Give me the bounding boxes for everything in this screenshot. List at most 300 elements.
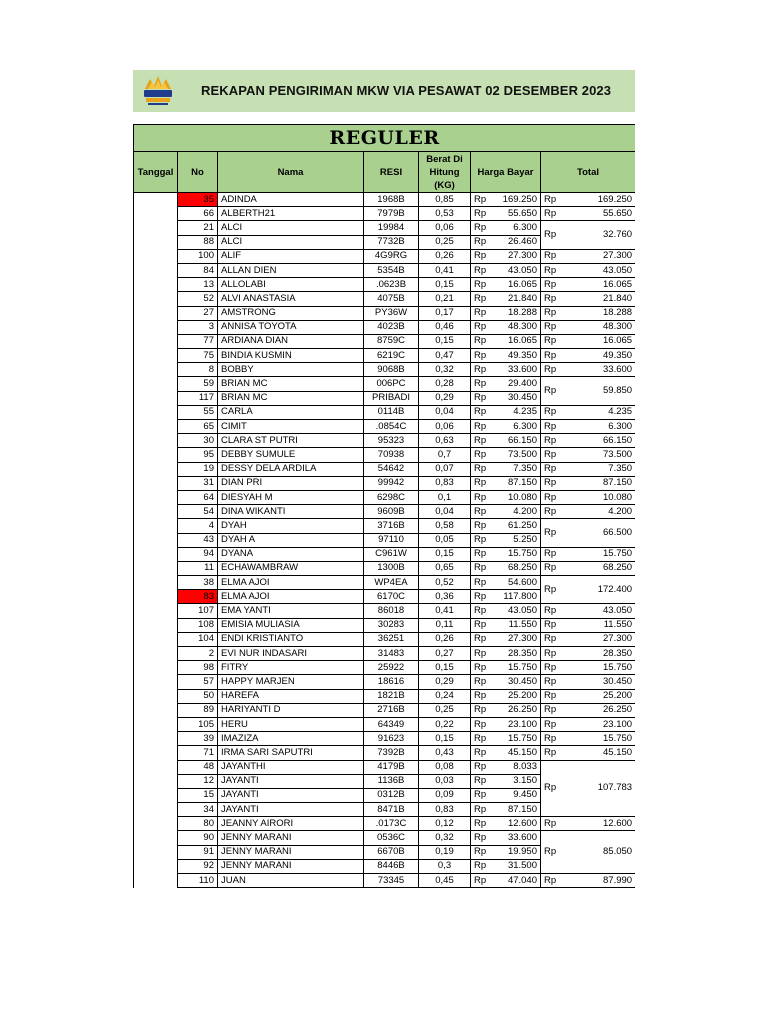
cell-berat: 0,41 <box>419 263 471 277</box>
cell-harga: 19.950 <box>488 845 541 859</box>
cell-berat: 0,22 <box>419 717 471 731</box>
cell-nama: ARDIANA DIAN <box>218 334 364 348</box>
table-row <box>134 874 636 888</box>
table-row <box>134 334 636 348</box>
cell-harga: 11.550 <box>488 618 541 632</box>
cell-no: 4 <box>178 519 218 533</box>
cell-harga: 6.300 <box>488 221 541 235</box>
table-row <box>134 306 636 320</box>
cell-tanggal <box>134 476 178 490</box>
cell-total-currency: Rp <box>541 249 558 263</box>
cell-total: 48.300 <box>558 320 636 334</box>
cell-harga-currency: Rp <box>471 434 488 448</box>
cell-nama: IRMA SARI SAPUTRI <box>218 746 364 760</box>
cell-no: 88 <box>178 235 218 249</box>
cell-tanggal <box>134 647 178 661</box>
cell-berat: 0,25 <box>419 703 471 717</box>
cell-harga-currency: Rp <box>471 831 488 845</box>
cell-total: 32.760 <box>558 221 636 249</box>
cell-harga-currency: Rp <box>471 703 488 717</box>
cell-total-currency: Rp <box>541 831 558 874</box>
cell-total: 16.065 <box>558 334 636 348</box>
cell-nama: IMAZIZA <box>218 732 364 746</box>
cell-harga: 73.500 <box>488 448 541 462</box>
cell-tanggal <box>134 320 178 334</box>
cell-no: 100 <box>178 249 218 263</box>
col-no: No <box>178 152 218 193</box>
cell-berat: 0,29 <box>419 675 471 689</box>
cell-resi: 64349 <box>364 717 419 731</box>
col-nama: Nama <box>218 152 364 193</box>
cell-harga: 43.050 <box>488 263 541 277</box>
cell-total: 15.750 <box>558 661 636 675</box>
cell-tanggal <box>134 803 178 817</box>
cell-harga-currency: Rp <box>471 377 488 391</box>
cell-total-currency: Rp <box>541 320 558 334</box>
cell-resi: 8759C <box>364 334 419 348</box>
cell-harga: 4.235 <box>488 405 541 419</box>
cell-resi: 9609B <box>364 505 419 519</box>
cell-resi: 5354B <box>364 263 419 277</box>
cell-berat: 0,25 <box>419 235 471 249</box>
cell-nama: JENNY MARANI <box>218 831 364 845</box>
cell-resi: .0173C <box>364 817 419 831</box>
table-row <box>134 647 636 661</box>
cell-total: 11.550 <box>558 618 636 632</box>
table-row <box>134 490 636 504</box>
cell-nama: CLARA ST PUTRI <box>218 434 364 448</box>
cell-resi: 31483 <box>364 647 419 661</box>
cell-nama: JAYANTHI <box>218 760 364 774</box>
cell-harga-currency: Rp <box>471 533 488 547</box>
table-row <box>134 505 636 519</box>
cell-berat: 0,47 <box>419 349 471 363</box>
cell-nama: ECHAWAMBRAW <box>218 561 364 575</box>
cell-tanggal <box>134 434 178 448</box>
cell-no: 27 <box>178 306 218 320</box>
col-resi: RESI <box>364 152 419 193</box>
cell-tanggal <box>134 576 178 590</box>
cell-berat: 0,15 <box>419 547 471 561</box>
cell-total: 25.200 <box>558 689 636 703</box>
cell-harga-currency: Rp <box>471 774 488 788</box>
cell-tanggal <box>134 632 178 646</box>
cell-total-currency: Rp <box>541 334 558 348</box>
cell-harga: 87.150 <box>488 476 541 490</box>
cell-total-currency: Rp <box>541 717 558 731</box>
cell-harga: 54.600 <box>488 576 541 590</box>
cell-harga: 6.300 <box>488 420 541 434</box>
cell-harga-currency: Rp <box>471 746 488 760</box>
cell-tanggal <box>134 547 178 561</box>
cell-berat: 0,17 <box>419 306 471 320</box>
cell-tanggal <box>134 334 178 348</box>
cell-harga-currency: Rp <box>471 221 488 235</box>
cell-tanggal <box>134 420 178 434</box>
cell-harga-currency: Rp <box>471 661 488 675</box>
cell-no: 52 <box>178 292 218 306</box>
cell-resi: 19984 <box>364 221 419 235</box>
cell-no: 104 <box>178 632 218 646</box>
cell-harga: 16.065 <box>488 334 541 348</box>
column-header-row <box>134 152 636 193</box>
cell-berat: 0,32 <box>419 831 471 845</box>
cell-nama: JAYANTI <box>218 788 364 802</box>
cell-total-currency: Rp <box>541 519 558 547</box>
cell-total-currency: Rp <box>541 207 558 221</box>
cell-nama: JAYANTI <box>218 803 364 817</box>
cell-nama: DESSY DELA ARDILA <box>218 462 364 476</box>
cell-tanggal <box>134 703 178 717</box>
table-row <box>134 675 636 689</box>
cell-nama: ALVI ANASTASIA <box>218 292 364 306</box>
table-row <box>134 320 636 334</box>
cell-total-currency: Rp <box>541 732 558 746</box>
cell-nama: BRIAN MC <box>218 377 364 391</box>
cell-harga: 3.150 <box>488 774 541 788</box>
cell-harga-currency: Rp <box>471 717 488 731</box>
cell-resi: 6170C <box>364 590 419 604</box>
cell-harga-currency: Rp <box>471 249 488 263</box>
cell-tanggal <box>134 845 178 859</box>
cell-nama: JENNY MARANI <box>218 859 364 873</box>
cell-total: 23.100 <box>558 717 636 731</box>
cell-no: 94 <box>178 547 218 561</box>
cell-harga-currency: Rp <box>471 292 488 306</box>
cell-harga: 66.150 <box>488 434 541 448</box>
cell-harga-currency: Rp <box>471 874 488 888</box>
cell-harga-currency: Rp <box>471 817 488 831</box>
cell-resi: 8446B <box>364 859 419 873</box>
cell-total-currency: Rp <box>541 661 558 675</box>
cell-resi: 4023B <box>364 320 419 334</box>
cell-nama: ALIF <box>218 249 364 263</box>
col-tanggal: Tanggal <box>134 152 178 193</box>
cell-nama: JUAN <box>218 874 364 888</box>
cell-harga: 30.450 <box>488 391 541 405</box>
cell-tanggal <box>134 817 178 831</box>
cell-berat: 0,15 <box>419 278 471 292</box>
cell-berat: 0,15 <box>419 661 471 675</box>
cell-no: 110 <box>178 874 218 888</box>
cell-nama: HAPPY MARJEN <box>218 675 364 689</box>
cell-harga: 31.500 <box>488 859 541 873</box>
cell-total: 15.750 <box>558 732 636 746</box>
table-row <box>134 547 636 561</box>
table-row <box>134 717 636 731</box>
cell-nama: ALBERTH21 <box>218 207 364 221</box>
cell-berat: 0,27 <box>419 647 471 661</box>
cell-tanggal <box>134 661 178 675</box>
cell-total-currency: Rp <box>541 618 558 632</box>
table-row <box>134 278 636 292</box>
table-row <box>134 689 636 703</box>
cell-no: 39 <box>178 732 218 746</box>
cell-total-currency: Rp <box>541 405 558 419</box>
cell-tanggal <box>134 462 178 476</box>
cell-nama: HERU <box>218 717 364 731</box>
cell-nama: EVI NUR INDASARI <box>218 647 364 661</box>
cell-nama: DIESYAH M <box>218 490 364 504</box>
cell-berat: 0,21 <box>419 292 471 306</box>
cell-harga: 117.800 <box>488 590 541 604</box>
cell-total: 169.250 <box>558 193 636 207</box>
cell-nama: AMSTRONG <box>218 306 364 320</box>
cell-resi: 1968B <box>364 193 419 207</box>
cell-harga-currency: Rp <box>471 420 488 434</box>
cell-total: 66.500 <box>558 519 636 547</box>
table-row <box>134 405 636 419</box>
cell-harga-currency: Rp <box>471 320 488 334</box>
cell-total-currency: Rp <box>541 278 558 292</box>
cell-tanggal <box>134 263 178 277</box>
cell-resi: 30283 <box>364 618 419 632</box>
cell-berat: 0,04 <box>419 405 471 419</box>
cell-total: 6.300 <box>558 420 636 434</box>
cell-total: 45.150 <box>558 746 636 760</box>
cell-resi: 95323 <box>364 434 419 448</box>
cell-harga-currency: Rp <box>471 505 488 519</box>
cell-resi: 86018 <box>364 604 419 618</box>
cell-harga: 15.750 <box>488 661 541 675</box>
cell-harga-currency: Rp <box>471 788 488 802</box>
cell-total: 87.990 <box>558 874 636 888</box>
cell-harga: 15.750 <box>488 547 541 561</box>
cell-no: 19 <box>178 462 218 476</box>
cell-harga: 27.300 <box>488 249 541 263</box>
cell-resi: 70938 <box>364 448 419 462</box>
cell-total-currency: Rp <box>541 363 558 377</box>
header-banner <box>133 70 635 112</box>
cell-resi: 1136B <box>364 774 419 788</box>
cell-berat: 0,45 <box>419 874 471 888</box>
cell-harga-currency: Rp <box>471 476 488 490</box>
table-row <box>134 604 636 618</box>
table-row <box>134 349 636 363</box>
cell-tanggal <box>134 207 178 221</box>
cell-harga: 68.250 <box>488 561 541 575</box>
cell-total-currency: Rp <box>541 476 558 490</box>
cell-no: 64 <box>178 490 218 504</box>
cell-tanggal <box>134 561 178 575</box>
cell-berat: 0,08 <box>419 760 471 774</box>
cell-resi: PY36W <box>364 306 419 320</box>
cell-resi: 1300B <box>364 561 419 575</box>
cell-total: 15.750 <box>558 547 636 561</box>
cell-tanggal <box>134 292 178 306</box>
cell-no: 77 <box>178 334 218 348</box>
cell-berat: 0,32 <box>419 363 471 377</box>
cell-nama: BRIAN MC <box>218 391 364 405</box>
cell-berat: 0,28 <box>419 377 471 391</box>
cell-berat: 0,09 <box>419 788 471 802</box>
cell-total-currency: Rp <box>541 349 558 363</box>
cell-total: 12.600 <box>558 817 636 831</box>
cell-nama: JEANNY AIRORI <box>218 817 364 831</box>
cell-no: 38 <box>178 576 218 590</box>
cell-no: 107 <box>178 604 218 618</box>
table-row <box>134 249 636 263</box>
cell-no: 108 <box>178 618 218 632</box>
cell-tanggal <box>134 278 178 292</box>
table-row <box>134 576 636 590</box>
cell-berat: 0,85 <box>419 193 471 207</box>
cell-tanggal <box>134 717 178 731</box>
cell-resi: 7732B <box>364 235 419 249</box>
cell-harga: 10.080 <box>488 490 541 504</box>
cell-harga: 12.600 <box>488 817 541 831</box>
cell-total-currency: Rp <box>541 632 558 646</box>
cell-tanggal <box>134 391 178 405</box>
cell-harga: 30.450 <box>488 675 541 689</box>
cell-total-currency: Rp <box>541 448 558 462</box>
cell-nama: DINA WIKANTI <box>218 505 364 519</box>
table-row <box>134 448 636 462</box>
cell-nama: EMA YANTI <box>218 604 364 618</box>
cell-harga: 28.350 <box>488 647 541 661</box>
cell-harga-currency: Rp <box>471 235 488 249</box>
cell-tanggal <box>134 405 178 419</box>
cell-total: 33.600 <box>558 363 636 377</box>
cell-total: 55.650 <box>558 207 636 221</box>
cell-harga-currency: Rp <box>471 604 488 618</box>
cell-tanggal <box>134 235 178 249</box>
cell-berat: 0,46 <box>419 320 471 334</box>
shipment-table <box>133 124 635 888</box>
cell-nama: DYAH <box>218 519 364 533</box>
cell-resi: 6670B <box>364 845 419 859</box>
cell-total: 4.200 <box>558 505 636 519</box>
cell-tanggal <box>134 618 178 632</box>
shipment-table-container <box>133 124 635 894</box>
cell-nama: ELMA AJOI <box>218 590 364 604</box>
table-row <box>134 831 636 845</box>
cell-tanggal <box>134 249 178 263</box>
cell-berat: 0,24 <box>419 689 471 703</box>
cell-harga-currency: Rp <box>471 490 488 504</box>
cell-total: 16.065 <box>558 278 636 292</box>
cell-harga: 169.250 <box>488 193 541 207</box>
cell-tanggal <box>134 193 178 207</box>
cell-nama: DIAN PRI <box>218 476 364 490</box>
cell-tanggal <box>134 505 178 519</box>
cell-tanggal <box>134 306 178 320</box>
cell-no: 105 <box>178 717 218 731</box>
cell-harga-currency: Rp <box>471 462 488 476</box>
cell-nama: BINDIA KUSMIN <box>218 349 364 363</box>
cell-resi: 54642 <box>364 462 419 476</box>
cell-berat: 0,12 <box>419 817 471 831</box>
cell-no: 117 <box>178 391 218 405</box>
cell-resi: 0114B <box>364 405 419 419</box>
cell-total-currency: Rp <box>541 604 558 618</box>
cell-total: 59.850 <box>558 377 636 405</box>
cell-no: 34 <box>178 803 218 817</box>
cell-harga: 16.065 <box>488 278 541 292</box>
cell-no: 13 <box>178 278 218 292</box>
cell-nama: HAREFA <box>218 689 364 703</box>
table-row <box>134 221 636 235</box>
cell-total: 172.400 <box>558 576 636 604</box>
cell-total: 28.350 <box>558 647 636 661</box>
cell-resi: 8471B <box>364 803 419 817</box>
cell-no: 8 <box>178 363 218 377</box>
cell-harga-currency: Rp <box>471 363 488 377</box>
cell-resi: 4075B <box>364 292 419 306</box>
cell-harga-currency: Rp <box>471 349 488 363</box>
cell-no: 2 <box>178 647 218 661</box>
cell-total-currency: Rp <box>541 306 558 320</box>
cell-tanggal <box>134 774 178 788</box>
cell-no: 35 <box>178 193 218 207</box>
cell-harga-currency: Rp <box>471 675 488 689</box>
col-total: Total <box>541 152 636 193</box>
cell-total-currency: Rp <box>541 221 558 249</box>
cell-tanggal <box>134 675 178 689</box>
cell-total-currency: Rp <box>541 689 558 703</box>
cell-tanggal <box>134 732 178 746</box>
cell-tanggal <box>134 788 178 802</box>
cell-berat: 0,29 <box>419 391 471 405</box>
cell-tanggal <box>134 831 178 845</box>
cell-harga: 48.300 <box>488 320 541 334</box>
cell-resi: 6219C <box>364 349 419 363</box>
cell-total-currency: Rp <box>541 647 558 661</box>
cell-resi: 006PC <box>364 377 419 391</box>
table-row <box>134 292 636 306</box>
cell-no: 55 <box>178 405 218 419</box>
cell-harga: 25.200 <box>488 689 541 703</box>
cell-total: 10.080 <box>558 490 636 504</box>
cell-resi: 97110 <box>364 533 419 547</box>
cell-no: 75 <box>178 349 218 363</box>
cell-no: 31 <box>178 476 218 490</box>
cell-harga: 49.350 <box>488 349 541 363</box>
cell-nama: ALCI <box>218 221 364 235</box>
cell-total-currency: Rp <box>541 675 558 689</box>
cell-resi: .0623B <box>364 278 419 292</box>
cell-no: 11 <box>178 561 218 575</box>
cell-berat: 0,52 <box>419 576 471 590</box>
table-body <box>134 193 636 888</box>
cell-resi: C961W <box>364 547 419 561</box>
table-row <box>134 363 636 377</box>
cell-tanggal <box>134 363 178 377</box>
cell-total-currency: Rp <box>541 547 558 561</box>
cell-tanggal <box>134 349 178 363</box>
cell-no: 30 <box>178 434 218 448</box>
cell-resi: .0854C <box>364 420 419 434</box>
cell-total-currency: Rp <box>541 193 558 207</box>
cell-harga: 47.040 <box>488 874 541 888</box>
company-logo-icon <box>141 73 175 109</box>
cell-no: 65 <box>178 420 218 434</box>
cell-total: 43.050 <box>558 604 636 618</box>
cell-berat: 0,03 <box>419 774 471 788</box>
cell-harga: 33.600 <box>488 831 541 845</box>
cell-no: 71 <box>178 746 218 760</box>
cell-tanggal <box>134 874 178 888</box>
cell-total-currency: Rp <box>541 874 558 888</box>
cell-harga-currency: Rp <box>471 618 488 632</box>
cell-resi: 18616 <box>364 675 419 689</box>
cell-harga: 55.650 <box>488 207 541 221</box>
cell-total-currency: Rp <box>541 505 558 519</box>
cell-total-currency: Rp <box>541 292 558 306</box>
cell-total: 49.350 <box>558 349 636 363</box>
cell-harga-currency: Rp <box>471 278 488 292</box>
cell-harga: 29.400 <box>488 377 541 391</box>
